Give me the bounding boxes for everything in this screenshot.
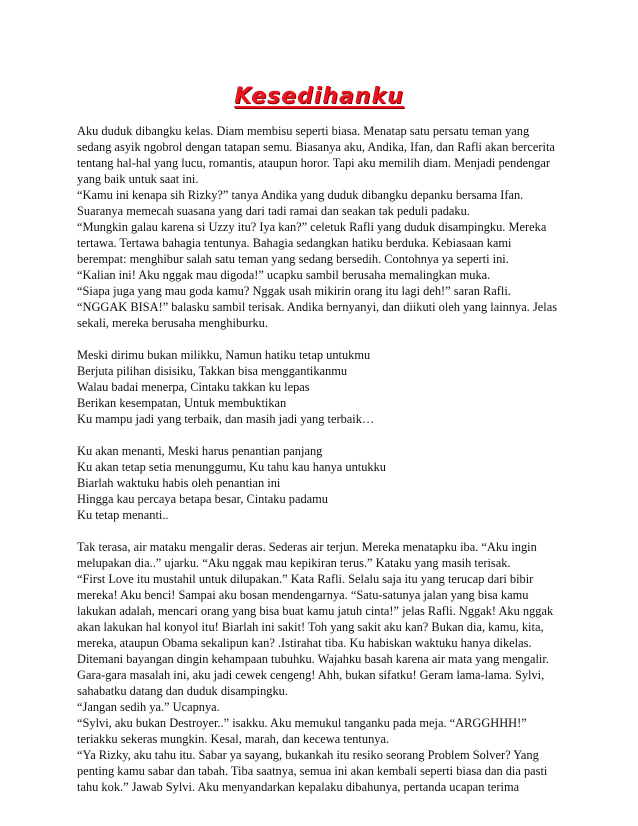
text-line: Ditemani bayangan dingin kehampaan tubuhku. Wajahku basah karena air mata yang mengalir. <box>77 652 549 666</box>
text-line: “NGGAK BISA!” balasku sambil terisak. Andika bernyanyi, dan diikuti oleh yang lainnya. Jelas <box>77 300 558 314</box>
text-line: Berjuta pilihan disisiku, Takkan bisa menggantikanmu <box>77 364 348 378</box>
text-line: sahabatku datang dan duduk disampingku. <box>77 684 288 698</box>
document-title <box>0 84 638 109</box>
text-line: yang baik untuk saat ini. <box>77 172 199 186</box>
text-line: “Siapa juga yang mau goda kamu? Nggak usah mikirin orang itu lagi deh!” saran Rafli. <box>77 284 511 298</box>
text-line: tertawa. Tertawa bahagia tentunya. Bahagia sedangkan hatiku berduka. Kebiasaan kami <box>77 236 512 250</box>
text-line: mereka! Aku benci! Sampai aku bosan mendengarnya. “Satu-satunya jalan yang bisa kamu <box>77 588 529 602</box>
text-line: “First Love itu mustahil untuk dilupakan.” Kata Rafli. Selalu saja itu yang terucap dari bibir <box>77 572 534 586</box>
text-line: teriakku sekeras mungkin. Kesal, marah, dan kecewa tentunya. <box>77 732 390 746</box>
text-line: Tak terasa, air mataku mengalir deras. Sederas air terjun. Mereka menatapku iba. “Aku ingin <box>77 540 537 554</box>
text-line: Ku akan tetap setia menunggumu, Ku tahu kau hanya untukku <box>77 460 387 474</box>
text-line: Berikan kesempatan, Untuk membuktikan <box>77 396 287 410</box>
text-line: “Mungkin galau karena si Uzzy itu? Iya kan?” celetuk Rafli yang duduk disampingku. Mereka <box>77 220 547 234</box>
text-line: “Jangan sedih ya.” Ucapnya. <box>77 700 220 714</box>
text-line: penting kamu sabar dan tabah. Tiba saatnya, semua ini akan kembali seperti biasa dan dia pasti <box>77 764 548 778</box>
text-line: Walau badai menerpa, Cintaku takkan ku lepas <box>77 380 310 394</box>
text-line: berempat: menghibur salah satu teman yang sedang bersedih. Contohnya ya seperti ini. <box>77 252 509 266</box>
text-line: Ku akan menanti, Meski harus penantian panjang <box>77 444 323 458</box>
text-line: Aku duduk dibangku kelas. Diam membisu seperti biasa. Menatap satu persatu teman yang <box>77 124 530 138</box>
text-line: “Kamu ini kenapa sih Rizky?” tanya Andika yang duduk dibangku depanku bersama Ifan. <box>77 188 524 202</box>
paragraph-gap <box>77 523 567 539</box>
text-line: “Sylvi, aku bukan Destroyer..” isakku. Aku memukul tanganku pada meja. “ARGGHHH!” <box>77 716 527 730</box>
text-line: “Kalian ini! Aku nggak mau digoda!” ucapku sambil berusaha memalingkan muka. <box>77 268 491 282</box>
document-body <box>77 123 567 795</box>
text-line: tentang hal-hal yang lucu, romantis, ataupun horor. Tapi aku memilih diam. Menjadi pendengar <box>77 156 551 170</box>
text-line: melupakan dia..” ujarku. “Aku nggak mau kepikiran terus.” Kataku yang masih terisak. <box>77 556 511 570</box>
text-line: Ku mampu jadi yang terbaik, dan masih jadi yang terbaik… <box>77 412 375 426</box>
text-line: Meski dirimu bukan milikku, Namun hatiku tetap untukmu <box>77 348 371 362</box>
text-line: tahu kok.” Jawab Sylvi. Aku menyandarkan kepalaku dibahunya, pertanda ucapan terima <box>77 780 520 794</box>
paragraph-gap <box>77 331 567 347</box>
text-line: Suaranya memecah suasana yang dari tadi ramai dan seakan tak peduli padaku. <box>77 204 470 218</box>
text-line: Gara-gara masalah ini, aku jadi cewek cengeng! Ahh, bukan sifatku! Geram lama-lama. Sylvi, <box>77 668 545 682</box>
text-line: mereka, ataupun Obama sekalipun kan? .Istirahat tiba. Ku habiskan waktuku hanya dikelas. <box>77 636 532 650</box>
text-line: sekali, mereka berusaha menghiburku. <box>77 316 268 330</box>
text-line: sedang asyik ngobrol dengan tatapan semu. Biasanya aku, Andika, Ifan, dan Rafli akan bercerita <box>77 140 555 154</box>
text-line: “Ya Rizky, aku tahu itu. Sabar ya sayang, bukankah itu resiko seorang Problem Solver? Yang <box>77 748 539 762</box>
text-line: Ku tetap menanti.. <box>77 508 169 522</box>
paragraph-gap <box>77 427 567 443</box>
text-line: akan lakukan hal konyol itu! Biarlah ini sakit! Toh yang sakit aku kan? Bukan dia, kamu, kita, <box>77 620 544 634</box>
text-line: Hingga kau percaya betapa besar, Cintaku padamu <box>77 492 329 506</box>
document-title-text: Kesedihanku <box>234 84 404 109</box>
text-line: lakukan adalah, mencari orang yang bisa buat kamu jatuh cinta!” jelas Rafli. Nggak! Aku nggak <box>77 604 554 618</box>
text-line: Biarlah waktuku habis oleh penantian ini <box>77 476 281 490</box>
